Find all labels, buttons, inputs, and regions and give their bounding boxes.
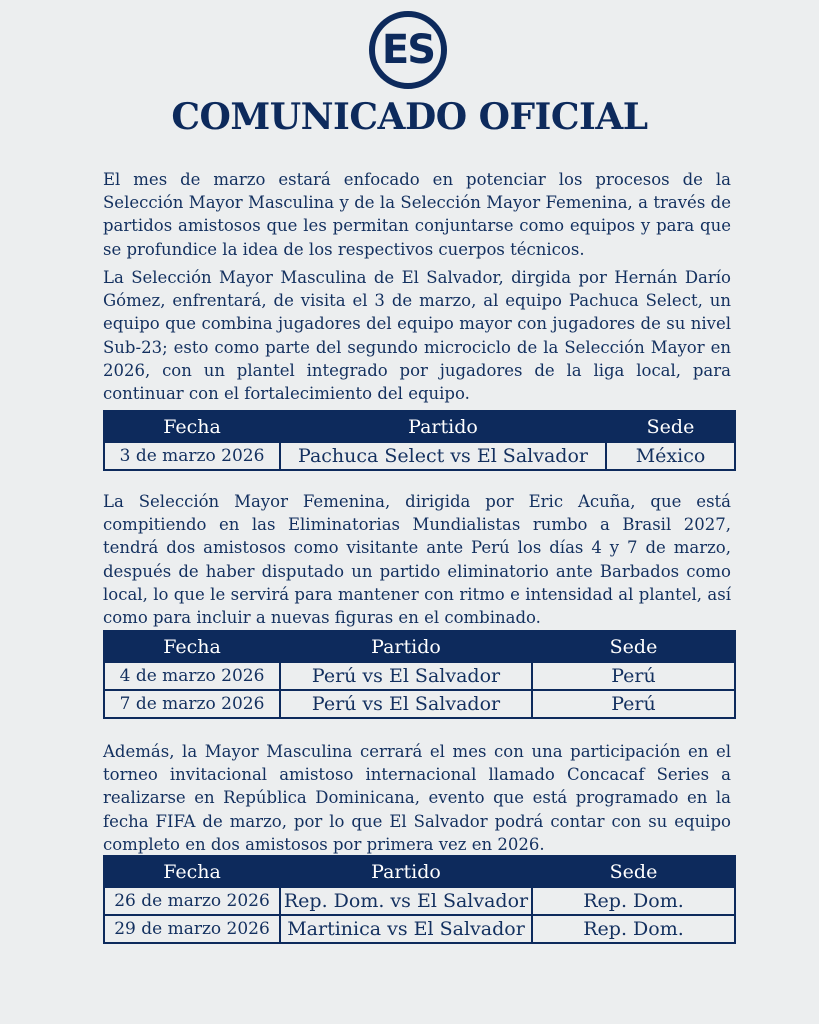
cell-sede: México [606,442,735,470]
cell-sede: Rep. Dom. [532,887,735,915]
table-header-row [104,631,735,662]
concacaf-series-table [103,855,736,944]
cell-partido: Martinica vs El Salvador [280,915,532,943]
cell-fecha: 26 de marzo 2026 [104,887,280,915]
header-fecha: Fecha [104,856,280,887]
womens-friendly-table [103,630,736,719]
table-row [104,690,735,718]
table-header-row [104,856,735,887]
header-partido: Partido [280,856,532,887]
cell-sede: Perú [532,662,735,690]
table-row [104,915,735,943]
cell-partido: Perú vs El Salvador [280,690,532,718]
paragraph-concacaf-series: Además, la Mayor Masculina cerrará el mes con una participación en el torneo invitacional amistoso internacional llamado Concacaf Series a realizarse en República Dominicana, evento que está programado en la fecha FIFA de marzo, por lo que El Salvador podrá contar con su equipo completo en dos amistosos por primera vez en 2026. [103,742,731,854]
table-header-row [104,411,735,442]
cell-partido: Perú vs El Salvador [280,662,532,690]
header-partido: Partido [280,631,532,662]
cell-fecha: 3 de marzo 2026 [104,442,280,470]
table-row [104,887,735,915]
paragraph-mens-team: La Selección Mayor Masculina de El Salvador, dirgida por Hernán Darío Gómez, enfrentará, de visita el 3 de marzo, al equipo Pachuca Select, un equipo que combina jugadores del equipo mayor con jugadores de su nivel Sub-23; esto como parte del segundo microciclo de la Selección Mayor en 2026, con un plantel integrado por jugadores de la liga local, para continuar con el fortalecimiento del equipo. [103,268,731,404]
table-row [104,662,735,690]
cell-fecha: 4 de marzo 2026 [104,662,280,690]
mens-friendly-table [103,410,736,471]
page-title: COMUNICADO OFICIAL [171,96,648,138]
paragraph-intro: El mes de marzo estará enfocado en potenciar los procesos de la Selección Mayor Masculina y de la Selección Mayor Femenina, a través de partidos amistosos que les permitan conjuntarse como equipos y para que se profundice la idea de los respectivos cuerpos técnicos. [103,170,731,259]
cell-sede: Perú [532,690,735,718]
cell-sede: Rep. Dom. [532,915,735,943]
table-row [104,442,735,470]
cell-partido: Pachuca Select vs El Salvador [280,442,606,470]
cell-fecha: 29 de marzo 2026 [104,915,280,943]
header-sede: Sede [532,631,735,662]
cell-fecha: 7 de marzo 2026 [104,690,280,718]
header-fecha: Fecha [104,411,280,442]
federation-logo [369,11,447,89]
header-fecha: Fecha [104,631,280,662]
header-sede: Sede [606,411,735,442]
header-partido: Partido [280,411,606,442]
logo-text: ES [381,27,435,73]
paragraph-womens-team: La Selección Mayor Femenina, dirigida por Eric Acuña, que está compitiendo en las Eliminatorias Mundialistas rumbo a Brasil 2027, tendrá dos amistosos como visitante ante Perú los días 4 y 7 de marzo, después de haber disputado un partido eliminatorio ante Barbados como local, lo que le servirá para mantener con ritmo e intensidad al plantel, así como para incluir a nuevas figuras en el combinado. [103,492,731,628]
cell-partido: Rep. Dom. vs El Salvador [280,887,532,915]
header-sede: Sede [532,856,735,887]
